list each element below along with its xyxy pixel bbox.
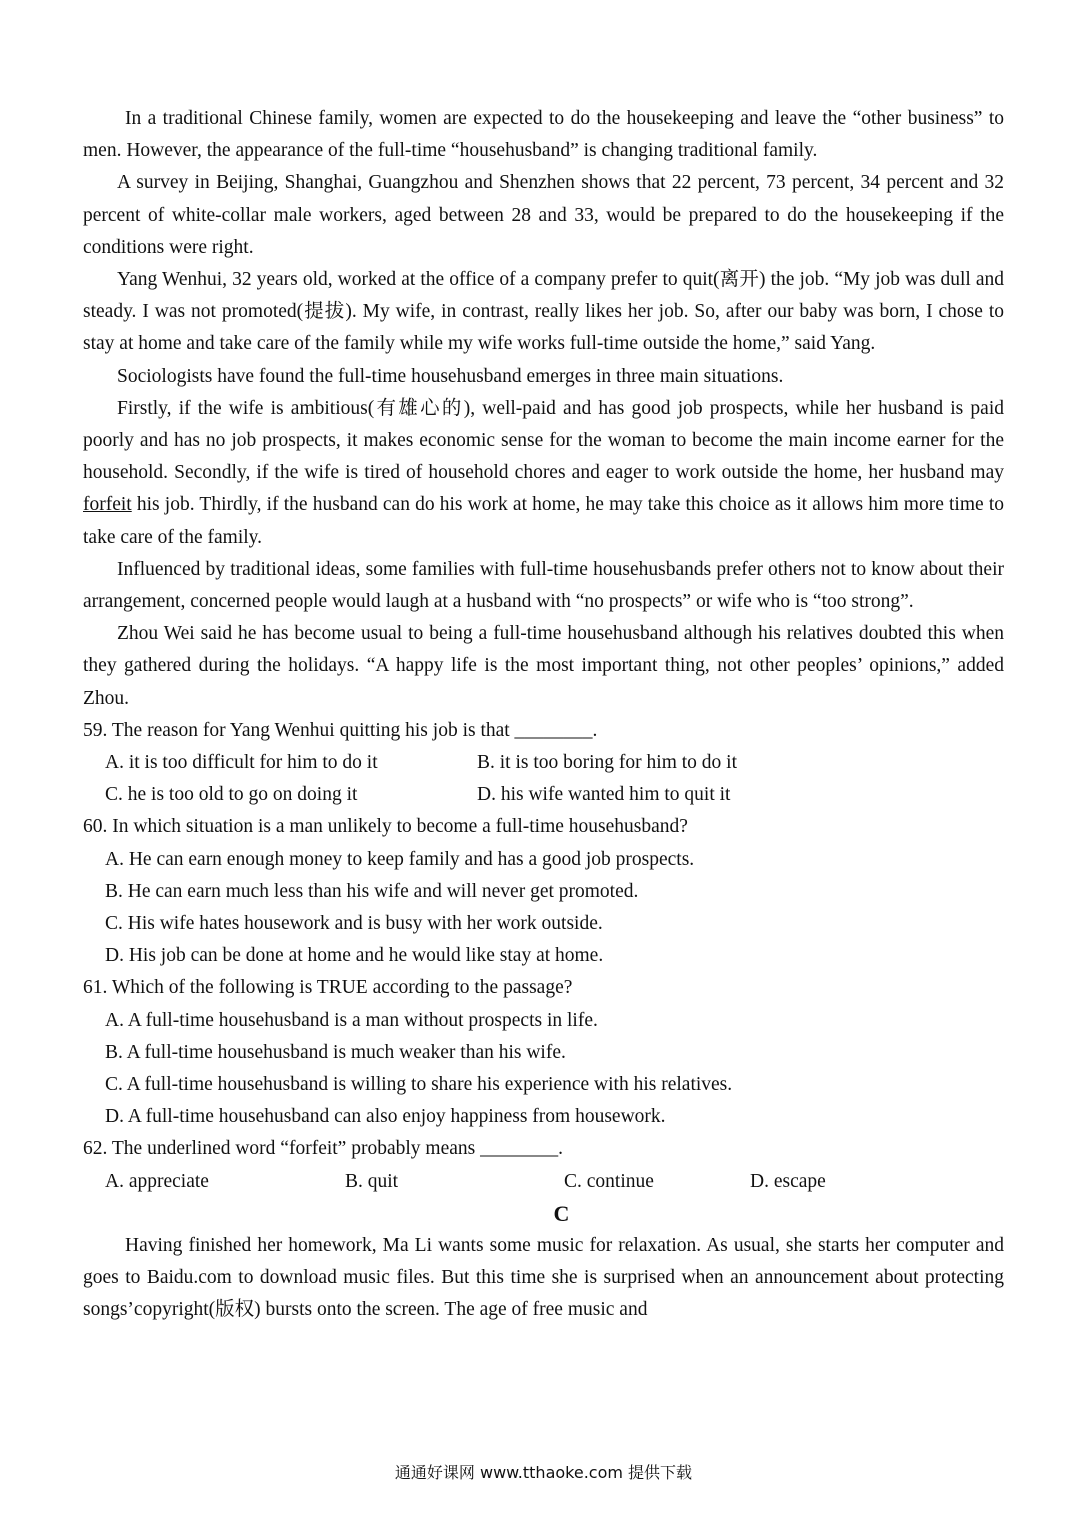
passage-paragraph-5 <box>83 393 1004 554</box>
passage-paragraph-1: In a traditional Chinese family, women are expected to do the housekeeping and leave the “other business” to men. However, the appearance of the full-time “househusband” is changing traditional family. <box>83 108 1004 162</box>
question-60-option-c: C. His wife hates housework and is busy with her work outside. <box>105 913 603 935</box>
question-61-option-b: B. A full-time househusband is much weaker than his wife. <box>105 1041 566 1063</box>
passage-paragraph-2: A survey in Beijing, Shanghai, Guangzhou and Shenzhen shows that 22 percent, 73 percent, 34 percent and 32 percent of white-collar male workers, aged between 28 and 33, would be prepared to do the housekeeping if the conditions were right. <box>83 172 1004 258</box>
passage-paragraph-3: Yang Wenhui, 32 years old, worked at the office of a company prefer to quit(离开) the job. “My job was dull and steady. I was not promoted(提拔). My wife, in contrast, really likes her job. So, after our baby was born, I chose to stay at home and take care of the family while my wife works full-time outside the home,” said Yang. <box>83 269 1004 355</box>
underlined-word-forfeit: forfeit <box>83 494 132 516</box>
passage-paragraph-7: Zhou Wei said he has become usual to being a full-time househusband although his relatives doubted this when they gathered during the holidays. “A happy life is the most important thing, not other peoples’ opinions,” added Zhou. <box>83 623 1004 709</box>
question-60-stem: 60. In which situation is a man unlikely to become a full-time househusband? <box>83 816 688 838</box>
question-59-options-row-2 <box>83 779 1004 811</box>
question-62-option-d: D. escape <box>750 1170 826 1192</box>
question-62-option-c: C. continue <box>564 1170 654 1192</box>
question-61-option-c: C. A full-time househusband is willing to share his experience with his relatives. <box>105 1074 733 1096</box>
question-61-option-d: D. A full-time househusband can also enjoy happiness from housework. <box>105 1106 666 1128</box>
question-59-option-a: A. it is too difficult for him to do it <box>105 752 378 774</box>
question-60-option-d: D. His job can be done at home and he would like stay at home. <box>105 945 604 967</box>
passage-paragraph-6: Influenced by traditional ideas, some families with full-time househusbands prefer others not to know about their arrangement, concerned people would laugh at a husband with “no prospects” or wife who is “too strong”. <box>83 558 1004 613</box>
question-61-option-a: A. A full-time househusband is a man without prospects in life. <box>105 1009 598 1031</box>
question-59-stem: 59. The reason for Yang Wenhui quitting his job is that ________. <box>83 719 598 741</box>
passage-paragraph-4: Sociologists have found the full-time househusband emerges in three main situations. <box>117 365 784 387</box>
question-59-option-b: B. it is too boring for him to do it <box>477 752 738 774</box>
section-c-title: C <box>553 1200 570 1226</box>
section-c-paragraph-1: Having finished her homework, Ma Li wants some music for relaxation. As usual, she starts her computer and goes to Baidu.com to download music files. But this time she is surprised when an announcement about protecting songs’copyright(版权) bursts onto the screen. The age of free music and <box>83 1235 1004 1321</box>
paragraph-5-text-before: Firstly, if the wife is ambitious(有雄心的), well-paid and has good job prospects, while her husband is paid poorly and has no job prospects, it makes economic sense for the woman to become the main income earner for the household. Secondly, if the wife is tired of household chores and eager to work outside the home, her husband may <box>83 397 1004 484</box>
question-59-option-c: C. he is too old to go on doing it <box>105 784 358 806</box>
paragraph-5-text-after: his job. Thirdly, if the husband can do his work at home, he may take this choice as it allows him more time to take care of the family. <box>83 494 1004 548</box>
question-59-option-d: D. his wife wanted him to quit it <box>477 784 731 806</box>
question-60-option-b: B. He can earn much less than his wife and will never get promoted. <box>105 880 639 902</box>
question-62-option-b: B. quit <box>345 1170 399 1192</box>
question-59-options-row-1 <box>83 747 1004 779</box>
page-footer: 通通好课网 www.tthaoke.com 提供下载 <box>394 1463 693 1482</box>
document-page <box>83 103 1004 1327</box>
question-61-stem: 61. Which of the following is TRUE according to the passage? <box>83 977 573 999</box>
question-62-stem: 62. The underlined word “forfeit” probably means ________. <box>83 1138 563 1160</box>
question-62-option-a: A. appreciate <box>105 1170 209 1192</box>
question-62-options-row <box>83 1166 1004 1198</box>
question-60-option-a: A. He can earn enough money to keep family and has a good job prospects. <box>105 848 695 870</box>
